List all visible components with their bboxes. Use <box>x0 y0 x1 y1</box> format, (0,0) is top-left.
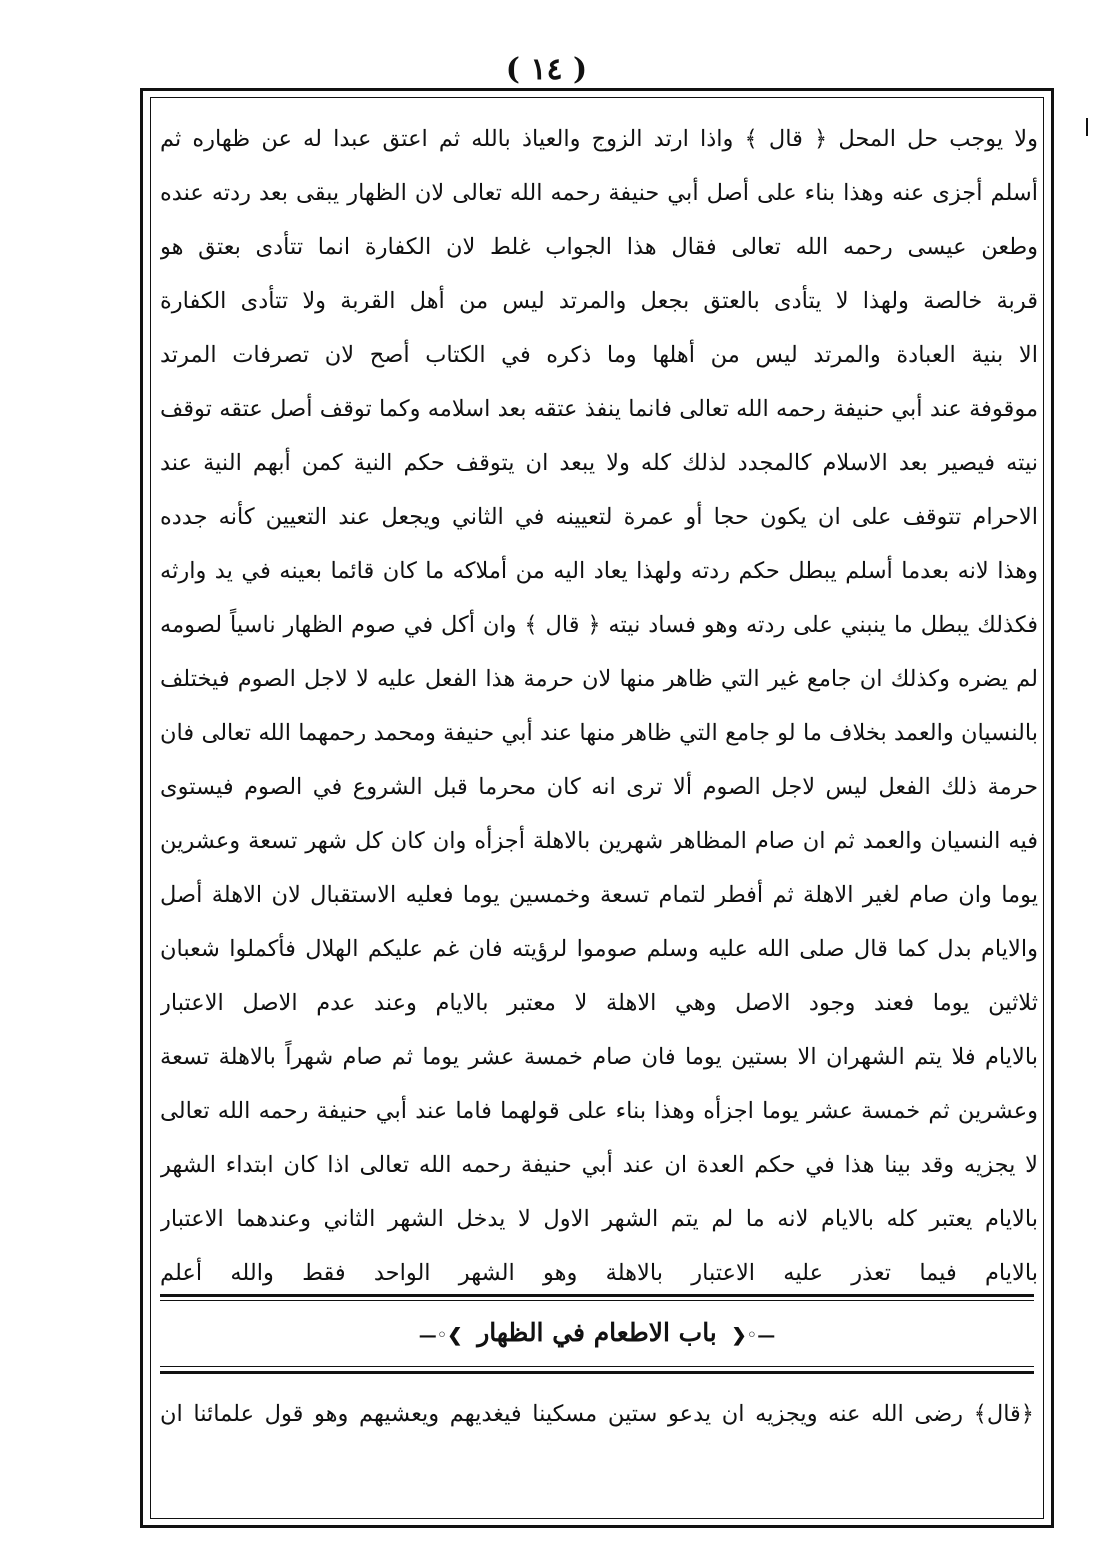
page-number: ( ١٤ ) <box>505 52 588 87</box>
text-line: الاحرام تتوقف على ان يكون حجا أو عمرة لتعيينه في الثاني ويجعل عند التعيين كأنه جدده <box>160 504 1038 530</box>
text-line: فيه النسيان والعمد ثم ان صام المظاهر شهرين بالاهلة أجزأه وان كان كل شهر تسعة وعشرين <box>160 828 1038 854</box>
text-line: بالايام فلا يتم الشهران الا بستين يوما فان صام خمسة عشر يوما ثم صام شهراً بالاهلة تسعة <box>160 1044 1038 1070</box>
text-line: يوما وان صام لغير الاهلة ثم أفطر لتمام تسعة وخمسين يوما فعليه الاستقبال لان الاهلة أصل <box>160 882 1038 908</box>
text-line: حرمة ذلك الفعل ليس لاجل الصوم ألا ترى انه كان محرما قبل الشروع في الصوم فيستوى <box>160 774 1038 800</box>
text-line: والايام بدل كما قال صلى الله عليه وسلم صوموا لرؤيته فان غم عليكم الهلال فأكملوا شعبان <box>160 936 1038 962</box>
divider-rule <box>160 1294 1034 1297</box>
margin-mark <box>1086 118 1088 136</box>
chapter-title: باب الاطعام في الظهار <box>477 1318 717 1347</box>
text-line: بالنسيان والعمد بخلاف ما لو جامع التي ظاهر منها عند أبي حنيفة ومحمد رحمهما الله تعالى فان <box>160 720 1038 746</box>
text-line: وعشرين ثم خمسة عشر يوما اجزأه وهذا بناء على قولهما فاما عند أبي حنيفة رحمه الله تعالى <box>160 1098 1038 1124</box>
divider-rule <box>160 1300 1034 1301</box>
text-line: الا بنية العبادة والمرتد ليس من أهلها وما ذكره في الكتاب أصح لان تصرفات المرتد <box>160 342 1038 368</box>
text-line: وهذا لانه بعدما أسلم يبطل حكم ردته ولهذا يعاد اليه من أملاكه ما كان قائما بعينه في يد وارثه <box>160 558 1038 584</box>
chapter-heading <box>160 1308 1034 1358</box>
text-line: وطعن عيسى رحمه الله تعالى فقال هذا الجواب غلط لان الكفارة انما تتأدى بعتق هو <box>160 234 1038 260</box>
text-line: نيته فيصير بعد الاسلام كالمجدد لذلك كله ولا يبعد ان يتوقف حكم النية كمن أبهم النية عند <box>160 450 1038 476</box>
text-line: موقوفة عند أبي حنيفة رحمه الله تعالى فانما ينفذ عتقه بعد اسلامه وكما توقف أصل عتقه توقف <box>160 396 1038 422</box>
text-line: ولا يوجب حل المحل ﴿ قال ﴾ واذا ارتد الزوج والعياذ بالله ثم اعتق عبدا له عن ظهاره ثم <box>160 126 1038 152</box>
text-line: ثلاثين يوما فعند وجود الاصل وهي الاهلة لا معتبر بالايام وعند عدم الاصل الاعتبار <box>160 990 1038 1016</box>
text-line: لم يضره وكذلك ان جامع غير التي ظاهر منها لان حرمة هذا الفعل عليه لا لاجل الصوم فيختلف <box>160 666 1038 692</box>
text-line: فكذلك يبطل ما ينبني على ردته وهو فساد نيته ﴿ قال ﴾ وان أكل في صوم الظهار ناسياً لصومه <box>160 612 1038 638</box>
text-line: بالايام فيما تعذر عليه الاعتبار بالاهلة وهو الشهر الواحد فقط والله أعلم <box>160 1260 1038 1286</box>
divider-rule <box>160 1371 1034 1374</box>
text-line: لا يجزيه وقد بينا هذا في حكم العدة ان عند أبي حنيفة رحمه الله تعالى اذا كان ابتداء الشهر <box>160 1152 1038 1178</box>
text-line: بالايام يعتبر كله بالايام لانه ما لم يتم الشهر الاول لا يدخل الشهر الثاني وعندهما الاعتبار <box>160 1206 1038 1232</box>
body-text <box>160 112 1038 1300</box>
text-line: قربة خالصة ولهذا لا يتأدى بالعتق بجعل والمرتد ليس من أهل القربة ولا تتأدى الكفارة <box>160 288 1038 314</box>
text-line: ﴿قال﴾ رضى الله عنه ويجزيه ان يدعو ستين مسكينا فيغديهم ويعشيهم وهو قول علمائنا ان <box>160 1401 1034 1427</box>
ornament-icon: ❯◦— <box>418 1325 463 1346</box>
divider-rule <box>160 1366 1034 1367</box>
text-line: أسلم أجزى عنه وهذا بناء على أصل أبي حنيفة رحمه الله تعالى لان الظهار يبقى بعد ردته عنده <box>160 180 1038 206</box>
ornament-icon: —◦❮ <box>731 1325 776 1346</box>
